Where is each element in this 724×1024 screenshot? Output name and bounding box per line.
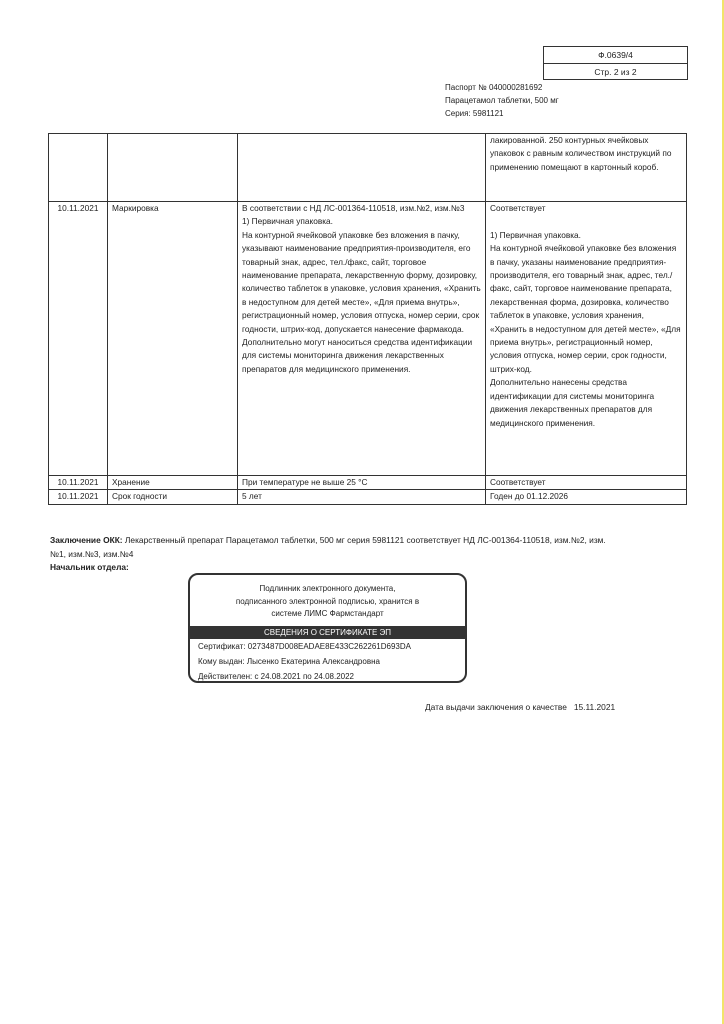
- certificate-issued-to: Кому выдан: Лысенко Екатерина Александровна: [198, 656, 380, 666]
- conclusion-body: Лекарственный препарат Парацетамол таблетки, 500 мг серия 5981121 соответствует НД ЛС-001364-110518, изм.№2, изм.№1, изм.№3, изм.№4: [50, 535, 606, 559]
- page-number: Стр. 2 из 2: [594, 67, 637, 77]
- form-code: Ф.0639/4: [544, 47, 687, 64]
- table-row: [49, 202, 687, 476]
- date-cell: 10.11.2021: [49, 476, 108, 490]
- result-cell: Соответствует: [486, 476, 687, 490]
- table-row: [49, 134, 687, 202]
- test-cell: Маркировка: [108, 202, 238, 476]
- table-row: [49, 490, 687, 504]
- issue-date: Дата выдачи заключения о качестве 15.11.2021: [425, 702, 616, 712]
- conclusion-label: Заключение ОКК:: [50, 535, 123, 545]
- test-cell: [108, 134, 238, 202]
- certificate-intro-line: подписанного электронной подписью, хранится в: [235, 596, 420, 606]
- form-code-box: [543, 46, 688, 80]
- date-cell: [49, 134, 108, 202]
- result-cell: лакированной. 250 контурных ячейковых упаковок с равным количеством инструкций по применению помещают в картонный короб.: [486, 134, 687, 202]
- certificate-header: СВЕДЕНИЯ О СЕРТИФИКАТЕ ЭП: [190, 626, 465, 639]
- product-name: Парацетамол таблетки, 500 мг: [445, 96, 559, 105]
- certificate-number: Сертификат: 0273487D008EADAE8E433C262261D693DA: [198, 641, 411, 651]
- certificate-intro-line: Подлинник электронного документа,: [259, 584, 396, 593]
- test-cell: Хранение: [108, 476, 238, 490]
- passport-number: Паспорт № 040000281692: [445, 83, 543, 92]
- result-cell: Годен до 01.12.2026: [486, 490, 687, 504]
- certificate-validity: Действителен: с 24.08.2021 по 24.08.2022: [198, 671, 354, 681]
- quality-table: [48, 133, 687, 505]
- requirement-cell: [238, 134, 486, 202]
- requirement-cell: При температуре не выше 25 °С: [238, 476, 486, 490]
- signature-certificate-stamp: [188, 573, 467, 683]
- conclusion-text: [50, 534, 610, 561]
- test-cell: Срок годности: [108, 490, 238, 504]
- certificate-intro-line: системе ЛИМС Фармстандарт: [271, 609, 384, 618]
- table-row: [49, 476, 687, 490]
- passport-block: [445, 81, 559, 120]
- result-cell: Соответствует 1) Первичная упаковка. На контурной ячейковой упаковке без вложения в пачку, указаны наименование предприятия-производителя, его товарный знак, адрес, тел./факс, сайт, торговое наименование препарата, лекарственная форма, дозировка, количество таблеток в упаковке, условия хранения, «Хранить в недоступном для детей месте», «Для приема внутрь», регистрационный номер, условия отпуска, номер серии, срок годности, штрих-код. Дополнительно нанесены средства идентификации для системы мониторинга движения лекарственных препаратов для медицинского применения.: [486, 202, 687, 476]
- date-cell: 10.11.2021: [49, 202, 108, 476]
- requirement-cell: В соответствии с НД ЛС-001364-110518, изм.№2, изм.№3 1) Первичная упаковка. На контурной ячейковой упаковке без вложения в пачку, указывают наименование предприятия-производителя, его товарный знак, адрес, тел./факс, сайт, торговое наименование препарата, лекарственную форму, дозировку, количество таблеток в упаковке, условия хранения, «Хранить в недоступном для детей месте», «Для приема внутрь», регистрационный номер, условия отпуска, номер серии, срок годности, штрих-код, допускается нанесение фармакода. Дополнительно могут наноситься средства идентификации для системы мониторинга движения лекарственных препаратов для медицинского применения.: [238, 202, 486, 476]
- certificate-intro: [190, 583, 465, 621]
- requirement-cell: 5 лет: [238, 490, 486, 504]
- series-number: Серия: 5981121: [445, 109, 504, 118]
- head-of-department-label: Начальник отдела:: [50, 562, 129, 572]
- date-cell: 10.11.2021: [49, 490, 108, 504]
